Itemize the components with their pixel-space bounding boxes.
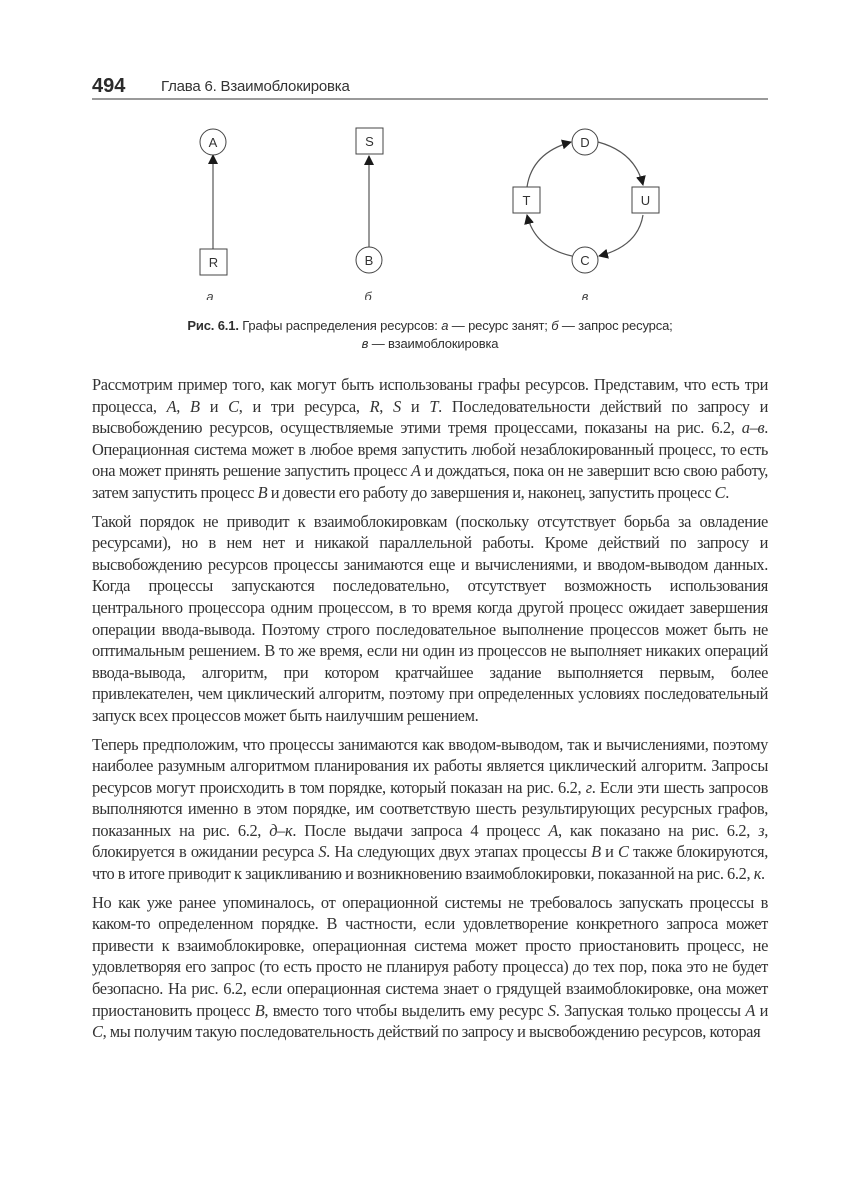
node-label-D: D xyxy=(580,135,590,150)
node-label-R: R xyxy=(208,255,219,270)
node-label-T: T xyxy=(522,193,531,208)
caption-label-b: б xyxy=(551,318,559,333)
italic-term: C xyxy=(92,1022,103,1042)
node-label-C: C xyxy=(580,253,590,268)
panel-c xyxy=(513,129,659,300)
italic-term: T xyxy=(429,396,439,416)
paragraph: Такой порядок не приводит к взаимоблокировкам (поскольку отсутствует борьба за овладение ресурсами), но в нем нет и никакой параллельной работы. Кроме действий по запросу и высвобождению ресурсов процессы занимаются еще и вычислениями, и вводом-выводом данных. Когда процессы запускаются последовательно, отсутствует возможность использования центрального процессора одним процессом, в то время когда другой процесс ожидает завершения операции ввода-вывода. Поэтому строго последовательное выполнение процессов может быть не оптимальным решением. В то же время, если ни один из процессов не выполняет никаких операций ввода-вывода, алгоритм, при котором кратчайшее задание выполняется первым, более привлекателен, чем циклический алгоритм, поэтому при определенных условиях последовательный запуск всех процессов может быть наилучшим решением. xyxy=(92,511,768,725)
italic-term: B xyxy=(257,482,268,502)
panel-label-c: в xyxy=(581,289,589,300)
italic-term: к xyxy=(753,864,762,884)
italic-term: д–к xyxy=(269,820,293,840)
italic-term: S xyxy=(547,1000,556,1020)
italic-term: B xyxy=(190,396,200,416)
page-number: 494 xyxy=(92,75,126,97)
edge-U-to-C xyxy=(599,215,643,256)
node-label-U: U xyxy=(640,193,651,208)
italic-term: C xyxy=(228,396,239,416)
italic-term: S xyxy=(318,842,327,862)
caption-text: — запрос ресурса; xyxy=(558,318,673,333)
italic-term: A xyxy=(411,461,421,481)
node-label-B: B xyxy=(364,253,374,268)
caption-text: — взаимоблокировка xyxy=(368,336,499,351)
caption-text: Графы распределения ресурсов: xyxy=(238,318,442,333)
edge-T-to-D xyxy=(527,142,571,187)
italic-term: B xyxy=(254,1000,265,1020)
italic-term: A xyxy=(166,396,177,416)
italic-term: а–в xyxy=(741,418,765,438)
italic-term: C xyxy=(618,842,629,862)
node-label-A: A xyxy=(208,135,218,150)
panel-b xyxy=(356,128,383,300)
italic-term: з xyxy=(758,820,765,840)
italic-term: г xyxy=(585,777,592,797)
panel-label-b: б xyxy=(364,289,372,300)
figure-6-1 xyxy=(0,120,844,300)
page-header xyxy=(92,74,768,100)
caption-text: — ресурс занят; xyxy=(448,318,552,333)
italic-term: B xyxy=(591,842,601,862)
panel-label-a: а xyxy=(206,289,214,300)
paragraph: Теперь предположим, что процессы занимаются как вводом-выводом, так и вычислениями, поэтому наиболее разумным алгоритмом планирования их работы является циклический алгоритм. Запросы ресурсов могут происходить в том порядке, который показан на рис. 6.2, г. Если эти шесть запросов выполняются именно в этом порядке, им соответствую шесть результирующих ресурсных графов, показанных на рис. 6.2, д–к. После выдачи запроса 4 процесс A, как показано на рис. 6.2, з, блокируется в ожидании ресурса S. На следующих двух этапах процессы B и C также блокируются, что в итоге приводит к зацикливанию и возникновению взаимоблокировки, показанной на рис. 6.2, к. xyxy=(92,734,768,884)
italic-term: S xyxy=(393,396,401,416)
caption-label-a: а xyxy=(441,318,449,333)
caption-label-c: в xyxy=(361,336,369,351)
italic-term: C xyxy=(714,482,726,502)
edge-D-to-U xyxy=(598,142,643,185)
body-text xyxy=(92,374,768,1050)
italic-term: A xyxy=(745,1000,755,1020)
resource-graphs-diagram xyxy=(0,120,844,300)
italic-term: R xyxy=(369,396,380,416)
figure-caption xyxy=(120,317,740,353)
node-label-S: S xyxy=(365,134,374,149)
panel-a xyxy=(200,129,227,300)
edge-C-to-T xyxy=(527,215,572,256)
paragraph: Но как уже ранее упоминалось, от операционной системы не требовалось запускать процессы в каком-то определенном порядке. В частности, если удовлетворение конкретного запроса может привести к взаимоблокировке, операционная система может просто приостановить процесс, не удовлетворяя его запрос (то есть просто не планируя работу процесса) до тех пор, пока это не будет безопасно. На рис. 6.2, если операционная система знает о грядущей взаимоблокировке, она может приостановить процесс B, вместо того чтобы выделить ему ресурс S. Запуская только процессы A и C, мы получим такую последовательность действий по запросу и высвобождению ресурсов, которая xyxy=(92,892,769,1042)
running-head: Глава 6. Взаимоблокировка xyxy=(161,78,350,95)
paragraph: Рассмотрим пример того, как могут быть использованы графы ресурсов. Представим, что есть три процесса, A, B и C, и три ресурса, R, S и T. Последовательности действий по запросу и высвобождению ресурсов, осуществляемые этими тремя процессами, показаны на рис. 6.2, а–в. Операционная система может в любое время запустить любой незаблокированный процесс, то есть она может принять решение запустить процесс A и дождаться, пока он не завершит всю свою работу, затем запустить процесс B и довести его работу до завершения и, наконец, запустить процесс C. xyxy=(92,375,768,502)
caption-prefix: Рис. 6.1. xyxy=(187,318,239,333)
italic-term: A xyxy=(548,820,558,840)
